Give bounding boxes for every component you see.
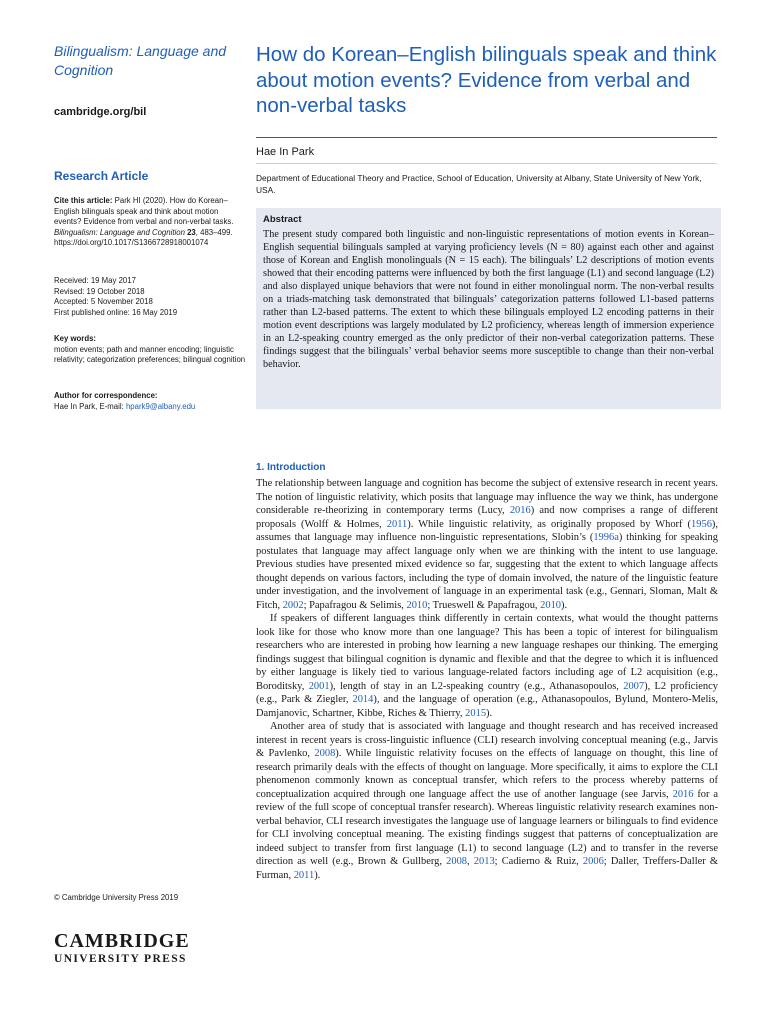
article-type-label: Research Article bbox=[54, 169, 149, 183]
cite-text: Park HI (2020). How do Korean–English bilinguals speak and think about motion events? Evidence from verbal and non-verbal tasks. bbox=[54, 196, 234, 226]
cambridge-university-press-logo bbox=[54, 930, 194, 966]
citation-link[interactable]: 2013 bbox=[473, 856, 495, 867]
correspondence-label: Author for correspondence: bbox=[54, 391, 158, 400]
citation-link[interactable]: 2014 bbox=[352, 694, 374, 705]
cite-volume: 23 bbox=[187, 227, 196, 237]
citation-link[interactable]: 2010 bbox=[540, 599, 562, 611]
citation-block bbox=[54, 196, 246, 249]
journal-url-link[interactable]: cambridge.org/bil bbox=[54, 106, 147, 118]
abstract-heading: Abstract bbox=[263, 214, 302, 225]
citation-link[interactable]: 2011 bbox=[386, 518, 408, 530]
date-revised: Revised: 19 October 2018 bbox=[54, 286, 145, 296]
abstract-text: The present study compared both linguistic and non-linguistic representations of motion events in Korean–English sequential bilinguals sampled at varying proficiency levels (N = 80) against each other and against those of Korean and English monolinguals (N = 15 each). The bilinguals’ L2 descriptions of motion events showed that their encoding patterns were influenced by both the first language (L1) and second language (L2) and also displayed unique behaviors that were not found in either monolingual norm. The non-verbal results on a triads-matching task demonstrated that bilinguals’ categorization patterns followed L1-based patterns rather than L2-based patterns. The extent to which these bilinguals employed L2 encoding patterns in their motion event descriptions was largely modulated by L2 proficiency, whereas length of immersion experience in an L2-speaking country emerged as the only predictor of their non-verbal categorization patterns. These findings suggest that the bilinguals’ verbal behavior seems more susceptible to change than their non-verbal behavior. bbox=[263, 229, 714, 370]
date-received: Received: 19 May 2017 bbox=[54, 276, 136, 285]
citation-link[interactable]: 2011 bbox=[293, 869, 315, 881]
cite-label: Cite this article: bbox=[54, 196, 113, 205]
article-title: How do Korean–English bilinguals speak and think about motion events? Evidence from verbal and non-verbal tasks bbox=[256, 43, 717, 117]
correspondence-prefix: Hae In Park, E-mail: bbox=[54, 401, 126, 411]
date-accepted: Accepted: 5 November 2018 bbox=[54, 297, 153, 306]
cite-journal: Bilingualism: Language and Cognition bbox=[54, 227, 185, 237]
introduction-body bbox=[256, 477, 718, 882]
citation-link[interactable]: 2002 bbox=[282, 599, 304, 611]
dates-block bbox=[54, 276, 246, 318]
citation-link[interactable]: 2015 bbox=[465, 707, 487, 719]
correspondence-block bbox=[54, 391, 246, 412]
publisher-logo-line-1: CAMBRIDGE bbox=[54, 930, 190, 952]
keywords-text: motion events; path and manner encoding; linguistic relativity; categorization preferences; bilingual cognition bbox=[54, 344, 246, 364]
citation-link[interactable]: 2008 bbox=[314, 748, 336, 759]
copyright-notice: © Cambridge University Press 2019 bbox=[54, 893, 179, 902]
cite-pages-doi[interactable]: , 483–499. https://doi.org/10.1017/S1366728918001074 bbox=[54, 227, 233, 247]
publisher-logo-line-2: UNIVERSITY PRESS bbox=[54, 953, 187, 965]
keywords-block bbox=[54, 334, 246, 366]
intro-paragraph-1: The relationship between language and cognition has become the subject of extensive research in recent years. The notion of linguistic relativity, which posits that language may influence the way we think, has undergone considerable re-theorizing in contemporary terms (Lucy, 2016) and now comprises a range of different proposals (Wolff & Holmes, 2011). While linguistic relativity, as originally proposed by Whorf (1956), assumes that language may influence non-linguistic representations, Slobin’s (1996a) thinking for speaking postulates that language may affect language only when we are thinking with the intent to use language. Previous studies have presented mixed evidence so far, suggesting that the extent to which language affects thought depends on various factors, including the type of domain involved, the nature of the linguistic feature under investigation, and the involvement of language in an experimental task (e.g., Gennari, Sloman, Malt & Fitch, 2002; Papafragou & Selimis, 2010; Trueswell & Papafragou, 2010). bbox=[256, 478, 718, 611]
citation-link[interactable]: 1996a bbox=[593, 532, 619, 543]
correspondence-email-link[interactable]: hpark9@albany.edu bbox=[125, 401, 196, 411]
title-divider bbox=[256, 137, 717, 138]
author-divider bbox=[256, 163, 717, 164]
author-name: Hae In Park bbox=[256, 146, 315, 158]
citation-link[interactable]: 2001 bbox=[308, 680, 330, 692]
journal-name: Bilingualism: Language and Cognition bbox=[54, 43, 227, 78]
citation-link[interactable]: 2008 bbox=[446, 856, 467, 867]
citation-link[interactable]: 2006 bbox=[582, 856, 604, 867]
citation-link[interactable]: 2007 bbox=[623, 680, 645, 692]
abstract-box bbox=[256, 208, 721, 409]
author-affiliation: Department of Educational Theory and Practice, School of Education, University at Albany, State University of New York, USA. bbox=[256, 173, 702, 195]
keywords-label: Key words: bbox=[54, 334, 97, 343]
section-heading-introduction: 1. Introduction bbox=[256, 462, 326, 473]
citation-link[interactable]: 2010 bbox=[406, 599, 428, 611]
intro-paragraph-3: Another area of study that is associated with language and thought research and has received increased interest in recent years is cross-linguistic influence (CLI) research involving conceptual meaning (e.g., Jarvis & Pavlenko, 2008). While linguistic relativity focuses on the effects of language on thought, this line of research primarily deals with the effects of thought on language. More specifically, it aims to explore the CLI phenomenon commonly known as conceptual transfer, which refers to the process whereby patterns of conceptualization acquired through one language affect the use of another language (see Jarvis, 2016 for a review of the full scope of conceptual transfer research). Whereas linguistic relativity research examines non-verbal behavior, CLI research investigates the language use of language learners or bilinguals to find evidence for CLI involving conceptual meaning. The existing findings suggest that patterns of conceptualization are indeed subject to transfer from first language (L1) to second language (L2) and to transfer in the reverse direction as well (e.g., Brown & Gullberg, 2008, 2013; Cadierno & Ruiz, 2006; Daller, Treffers-Daller & Furman, 2011). bbox=[256, 721, 718, 881]
intro-paragraph-2: If speakers of different languages think differently in certain contexts, what would the thought patterns look like for those who know more than one language? This has been a topic of interest for bilingualism researchers who are interested in probing how learning a new language reshapes our thinking. The emerging findings suggest that bilingual cognition is dynamic and flexible and that the degree to which it is influenced by either language is likely tied to various language-related factors including age of L2 acquisition (e.g., Boroditsky, 2001), length of stay in an L2-speaking country (e.g., Athanasopoulos, 2007), L2 proficiency (e.g., Park & Ziegler, 2014), and the language of operation (e.g., Athanasopoulos, Bylund, Montero-Melis, Damjanovic, Schartner, Kibbe, Riches & Thierry, 2015). bbox=[256, 613, 719, 719]
citation-link[interactable]: 2016 bbox=[509, 505, 531, 516]
date-first-published: First published online: 16 May 2019 bbox=[54, 307, 178, 317]
citation-link[interactable]: 2016 bbox=[672, 788, 694, 800]
citation-link[interactable]: 1956 bbox=[691, 518, 712, 530]
